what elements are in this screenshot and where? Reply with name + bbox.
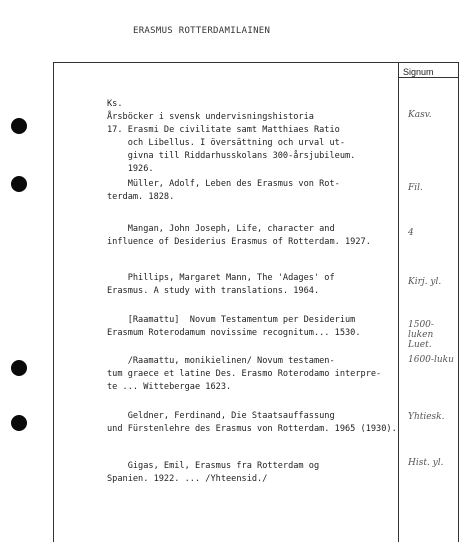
catalog-entry — [107, 178, 340, 204]
entry-line: 17. Erasmi De civilitate samt Matthiaes Ratio — [107, 125, 340, 135]
punch-hole — [11, 360, 27, 376]
entry-line: Geldner, Ferdinand, Die Staatsauffassung — [107, 411, 335, 421]
signum-annotation: 4 — [408, 228, 414, 238]
catalog-entry — [107, 460, 319, 486]
punch-hole — [11, 118, 27, 134]
entry-line: [Raamattu] Novum Testamentum per Desiderium — [107, 315, 356, 325]
entry-line: Mangan, John Joseph, Life, character and — [107, 224, 335, 234]
signum-annotation: Yhtiesk. — [408, 412, 445, 422]
punch-hole — [11, 415, 27, 431]
signum-annotation: 1600-luku — [408, 355, 454, 365]
entry-line: 1926. — [107, 164, 154, 174]
catalog-entry — [107, 272, 335, 298]
signum-annotation: Fil. — [408, 183, 423, 193]
entry-line: /Raamattu, monikielinen/ Novum testamen- — [107, 356, 335, 366]
entry-line: tum graece et latine Des. Erasmo Roterodamo interpre- — [107, 369, 382, 379]
signum-header-rule — [398, 77, 458, 78]
entry-line: Spanien. 1922. ... /Yhteensid./ — [107, 474, 268, 484]
entry-line: Müller, Adolf, Leben des Erasmus von Rot- — [107, 179, 340, 189]
signum-heading: Signum — [403, 67, 434, 77]
entry-line: Årsböcker i svensk undervisningshistoria — [107, 112, 314, 122]
entry-line: Erasmus. A study with translations. 1964. — [107, 286, 320, 296]
entry-line: Gigas, Emil, Erasmus fra Rotterdam og — [107, 461, 320, 471]
left-margin-line — [53, 62, 54, 542]
entry-line: Phillips, Margaret Mann, The 'Adages' of — [107, 273, 335, 283]
signum-annotation: Kasv. — [408, 110, 432, 120]
signum-column-line — [398, 62, 399, 542]
catalog-entry — [107, 355, 381, 394]
punch-hole — [11, 176, 27, 192]
entry-line: und Fürstenlehre des Erasmus von Rotterdam. 1965 (1930). — [107, 424, 397, 434]
catalog-entry — [107, 223, 371, 249]
entry-line: och Libellus. I översättning och urval ut- — [107, 138, 345, 148]
entry-line: influence of Desiderius Erasmus of Rotterdam. 1927. — [107, 237, 371, 247]
catalog-entry — [107, 98, 355, 176]
entry-line: te ... Wittebergae 1623. — [107, 382, 232, 392]
entry-line: Ks. — [107, 99, 123, 109]
right-margin-line — [458, 62, 459, 542]
card-heading: ERASMUS ROTTERDAMILAINEN — [133, 26, 271, 36]
signum-annotation: 1500-luken Luet. — [408, 320, 434, 350]
signum-annotation: Kirj. yl. — [408, 277, 442, 287]
entry-line: Erasmum Roterodamum novissime recognitum... 1530. — [107, 328, 361, 338]
entry-line: terdam. 1828. — [107, 192, 175, 202]
signum-annotation: Hist. yl. — [408, 458, 444, 468]
catalog-entry — [107, 410, 397, 436]
entry-line: givna till Riddarhusskolans 300-årsjubileum. — [107, 151, 356, 161]
catalog-entry — [107, 314, 361, 340]
